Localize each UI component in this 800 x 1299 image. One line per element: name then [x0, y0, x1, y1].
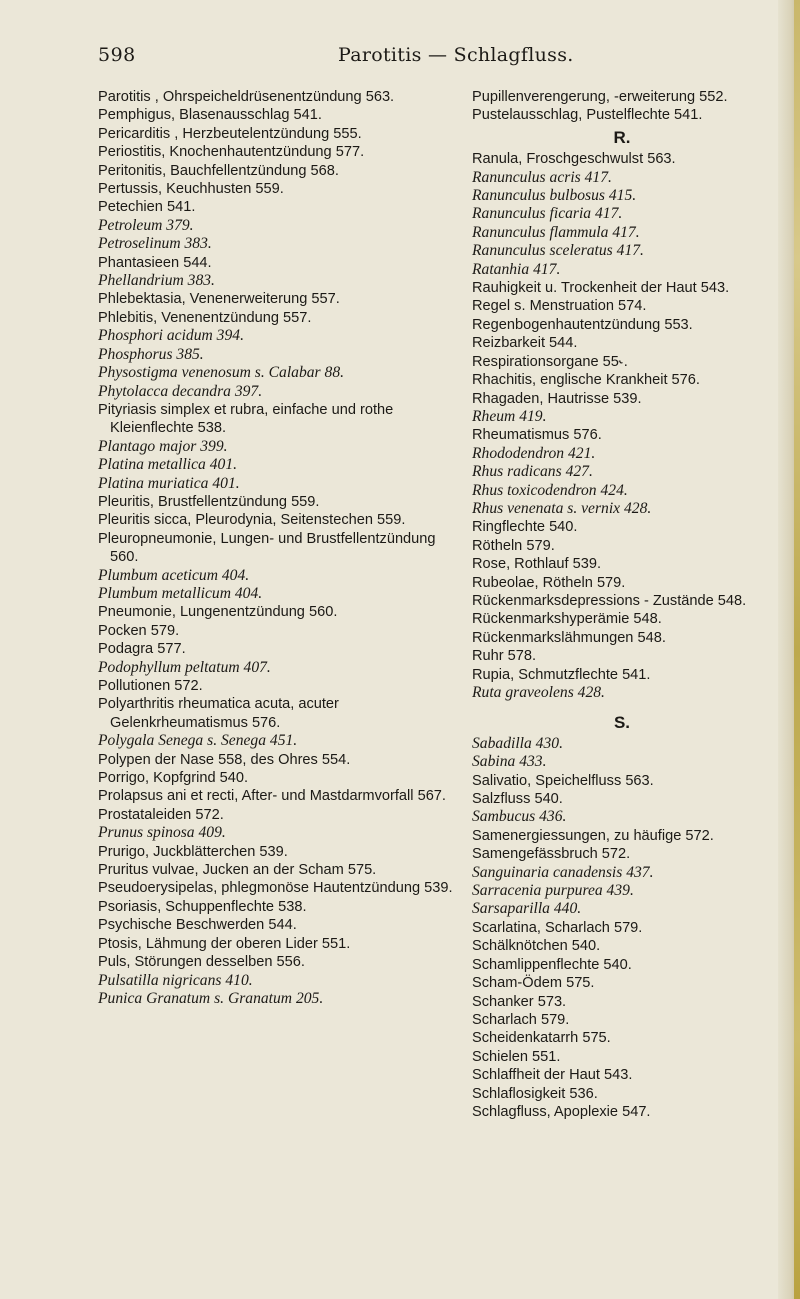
index-entry: Ringflechte 540.: [472, 519, 578, 536]
index-column-right: [472, 88, 772, 1121]
index-entry: Reizbarkeit 544.: [472, 335, 578, 352]
index-entry: Peritonitis, Bauchfellentzündung 568.: [98, 162, 339, 179]
index-entry: Pollutionen 572.: [98, 678, 203, 694]
index-entry: Pneumonie, Lungenentzündung 560.: [98, 604, 338, 621]
index-entry: Ranunculus sceleratus 417.: [472, 242, 644, 260]
index-entry: Rose, Rothlauf 539.: [472, 556, 601, 573]
index-entry: Ranunculus bulbosus 415.: [472, 187, 637, 205]
index-entry: Ruhr 578.: [472, 648, 537, 665]
index-entry: Prurigo, Juckblätterchen 539.: [98, 843, 288, 860]
index-entry: Phytolacca decandra 397.: [98, 382, 263, 400]
index-entry: Rhagaden, Hautrisse 539.: [472, 390, 642, 407]
index-entry: Ranunculus ficaria 417.: [472, 205, 623, 223]
index-entry: Rhus venenata s. vernix 428.: [472, 499, 652, 517]
index-entry: Salzfluss 540.: [472, 791, 563, 808]
index-entry: Podophyllum peltatum 407.: [98, 658, 271, 676]
index-entry: Pityriasis simplex et rubra, einfache und rothe Kleienflechte 538.: [98, 401, 394, 437]
index-entry: Periostitis, Knochenhautentzündung 577.: [98, 144, 365, 161]
index-entry: Sambucus 436.: [472, 808, 567, 826]
index-entry: Rheum 419.: [472, 407, 547, 425]
index-entry: Ranunculus acris 417.: [472, 168, 612, 186]
index-entry: Ranula, Froschgeschwulst 563.: [472, 151, 676, 168]
index-entry: Rauhigkeit u. Trockenheit der Haut 543.: [472, 280, 730, 297]
index-group-s: [472, 735, 772, 1122]
index-entry: Punica Granatum s. Granatum 205.: [98, 989, 324, 1007]
index-entry: Scheidenkatarrh 575.: [472, 1030, 611, 1047]
index-entry: Schamlippenflechte 540.: [472, 956, 632, 973]
index-entry: Samengefässbruch 572.: [472, 846, 631, 863]
index-entry: Rubeolae, Rötheln 579.: [472, 574, 626, 591]
index-entry: Rupia, Schmutzflechte 541.: [472, 666, 651, 683]
index-entry: Pemphigus, Blasenausschlag 541.: [98, 107, 322, 124]
index-entry: Rhododendron 421.: [472, 444, 596, 462]
index-entry: Prostataleiden 572.: [98, 806, 224, 823]
index-group-p-continued: [472, 88, 772, 125]
index-entry: Phantasieen 544.: [98, 254, 212, 271]
index-entry: Rötheln 579.: [472, 537, 555, 554]
index-entry: Phlebitis, Venenentzündung 557.: [98, 309, 312, 326]
index-entry: Schielen 551.: [472, 1048, 561, 1065]
index-entry: Rückenmarkslähmungen 548.: [472, 629, 666, 646]
page-number: 598: [98, 44, 136, 66]
index-entry: Pupillenverengerung, -erweiterung 552.: [472, 89, 728, 105]
index-entry: Pleuritis, Brustfellentzündung 559.: [98, 493, 320, 510]
index-entry: Polygala Senega s. Senega 451.: [98, 732, 298, 750]
index-entry: Puls, Störungen desselben 556.: [98, 954, 305, 971]
index-entry: Pleuropneumonie, Lungen- und Brustfellentzündung 560.: [98, 530, 436, 566]
index-entry: Schlagfluss, Apoplexie 547.: [472, 1103, 651, 1120]
index-entry: Pulsatilla nigricans 410.: [98, 971, 253, 989]
index-entry: Rückenmarkshyperämie 548.: [472, 611, 662, 628]
index-entry: Ptosis, Lähmung der oberen Lider 551.: [98, 935, 351, 952]
book-edge-strip: [794, 0, 800, 1299]
index-entry: Pocken 579.: [98, 622, 180, 639]
index-entry: Rhachitis, englische Krankheit 576.: [472, 372, 700, 389]
index-entry: Prolapsus ani et recti, After- und Mastdarmvorfall 567.: [98, 788, 446, 805]
index-entry: Pseudoerysipelas, phlegmonöse Hautentzündung 539.: [98, 880, 453, 897]
index-entry: Platina muriatica 401.: [98, 474, 240, 492]
running-head: Parotitis — Schlagfluss.: [338, 44, 574, 66]
index-entry: Porrigo, Kopfgrind 540.: [98, 770, 249, 787]
index-entry: Petroleum 379.: [98, 216, 194, 234]
index-entry: Pustelausschlag, Pustelflechte 541.: [472, 107, 703, 124]
index-entry: Pleuritis sicca, Pleurodynia, Seitenstechen 559.: [98, 512, 406, 529]
index-entry: Scham-Ödem 575.: [472, 975, 595, 992]
index-entry: Scharlach 579.: [472, 1011, 570, 1028]
index-entry: Rhus radicans 427.: [472, 463, 593, 481]
index-entry: Physostigma venenosum s. Calabar 88.: [98, 364, 345, 382]
index-entry: Psychische Beschwerden 544.: [98, 917, 297, 934]
index-entry: Pericarditis , Herzbeutelentzündung 555.: [98, 125, 362, 142]
index-column-left: [98, 88, 454, 1008]
index-group-r: [472, 150, 772, 702]
index-entry: Respirationsorgane 55˞.: [472, 353, 628, 370]
index-entry: Petechien 541.: [98, 199, 196, 216]
index-entry: Schanker 573.: [472, 993, 567, 1010]
index-entry: Sabadilla 430.: [472, 734, 563, 752]
index-entry: Salivatio, Speichelfluss 563.: [472, 772, 654, 789]
index-entry: Plantago major 399.: [98, 437, 228, 455]
index-entry: Podagra 577.: [98, 641, 186, 658]
index-entry: Ruta graveolens 428.: [472, 684, 605, 701]
index-entry: Sanguinaria canadensis 437.: [472, 863, 654, 881]
index-entry: Polypen der Nase 558, des Ohres 554.: [98, 751, 351, 768]
index-entry: Regel s. Menstruation 574.: [472, 298, 647, 315]
index-entry: Rückenmarksdepressions - Zustände 548.: [472, 592, 747, 609]
index-entry: Rhus toxicodendron 424.: [472, 481, 628, 499]
index-entry: Petroselinum 383.: [98, 235, 212, 253]
index-entry: Plumbum metallicum 404.: [98, 584, 263, 602]
index-entry: Rheumatismus 576.: [472, 427, 602, 444]
section-letter-r: R.: [613, 127, 631, 147]
index-entry: Sarsaparilla 440.: [472, 900, 582, 918]
section-letter-s: S.: [613, 713, 631, 733]
index-entry: Platina metallica 401.: [98, 456, 238, 474]
index-entry: Sarracenia purpurea 439.: [472, 882, 634, 900]
index-entry: Ranunculus flammula 417.: [472, 223, 640, 241]
index-entry: Pertussis, Keuchhusten 559.: [98, 181, 284, 198]
index-entry: Regenbogenhautentzündung 553.: [472, 316, 693, 333]
index-entry: Polyarthritis rheumatica acuta, acuter Gelenkrheumatismus 576.: [98, 696, 339, 731]
index-entry: Psoriasis, Schuppenflechte 538.: [98, 898, 307, 915]
index-entry: Phosphorus 385.: [98, 345, 204, 363]
index-entry: Prunus spinosa 409.: [98, 824, 226, 842]
index-entry: Pruritus vulvae, Jucken an der Scham 575.: [98, 862, 377, 879]
index-entry: Scarlatina, Scharlach 579.: [472, 919, 643, 936]
index-entry: Plumbum aceticum 404.: [98, 566, 250, 584]
index-entry: Schlaffheit der Haut 543.: [472, 1067, 633, 1084]
index-entry: Samenergiessungen, zu häufige 572.: [472, 827, 714, 844]
index-entry: Phlebektasia, Venenerweiterung 557.: [98, 291, 340, 308]
index-entry: Schälknötchen 540.: [472, 938, 601, 955]
index-entry: Sabina 433.: [472, 753, 547, 771]
index-entry: Schlaflosigkeit 536.: [472, 1085, 598, 1102]
page-header: [98, 44, 758, 70]
index-entry: Phosphori acidum 394.: [98, 327, 244, 345]
index-entry: Ratanhia 417.: [472, 260, 561, 278]
index-entry: Parotitis , Ohrspeicheldrüsenentzündung 563.: [98, 89, 395, 105]
index-entry: Phellandrium 383.: [98, 272, 215, 290]
